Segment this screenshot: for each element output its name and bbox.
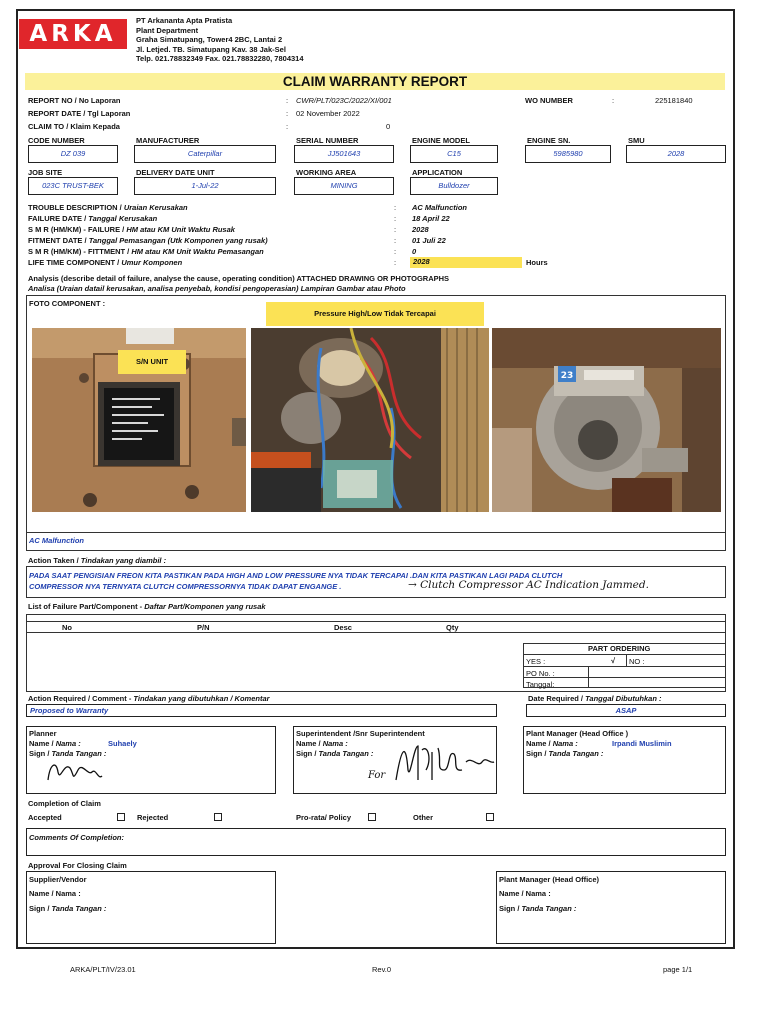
arka-logo: ARKA (19, 19, 127, 49)
lifetime-unit: Hours (526, 258, 548, 267)
plant-manager-title: Plant Manager (Head Office ) (526, 729, 629, 738)
superintendent-title: Superintendent /Snr Superintendent (296, 729, 425, 738)
footer-revision: Rev.0 (372, 965, 392, 974)
compressor-label-number: 23 (560, 371, 574, 381)
engine-model-label: ENGINE MODEL (412, 136, 470, 145)
planner-signature (44, 754, 104, 786)
trouble-description-label: TROUBLE DESCRIPTION / Uraian Kerusakan (28, 203, 188, 212)
engine-model-field: C15 (410, 145, 498, 163)
engine-sn-label: ENGINE SN. (527, 136, 571, 145)
footer-page: page 1/1 (663, 965, 693, 974)
footer-doc-code: ARKA/PLT/IV/23.01 (70, 965, 136, 974)
plant-manager-name-value: Irpandi Muslimin (612, 739, 672, 748)
failure-date-label: FAILURE DATE / Tanggal Kerusakan (28, 214, 158, 223)
other-label: Other (413, 813, 434, 822)
parts-list-label: List of Failure Part/Component - Daftar Part/Komponen yang rusak (28, 602, 266, 611)
working-area-field: MINING (294, 177, 394, 195)
job-site-field: 023C TRUST-BEK (28, 177, 118, 195)
code-number-label: CODE NUMBER (28, 136, 85, 145)
code-number-field: DZ 039 (28, 145, 118, 163)
pressure-tag: Pressure High/Low Tidak Tercapai (266, 302, 484, 326)
smr-fitment-value: 0 (412, 247, 417, 256)
serial-number-label: SERIAL NUMBER (296, 136, 359, 145)
smu-label: SMU (628, 136, 645, 145)
part-ordering-title: PART ORDERING (588, 644, 651, 653)
po-label: PO No. : (526, 669, 555, 678)
planner-sign-label: Sign / Tanda Tangan : (29, 749, 107, 758)
superintendent-for: For (368, 770, 386, 781)
accepted-label: Accepted (28, 813, 62, 822)
serial-number-field: JJ501643 (294, 145, 394, 163)
prorata-checkbox[interactable] (368, 813, 376, 821)
yes-checkmark: √ (611, 656, 616, 665)
plant-manager-sign-label: Sign / Tanda Tangan : (526, 749, 604, 758)
job-site-label: JOB SITE (28, 168, 63, 177)
photo-compressor (492, 328, 721, 512)
manufacturer-field: Caterpillar (134, 145, 276, 163)
superintendent-sign-label: Sign / Tanda Tangan : (296, 749, 374, 758)
trouble-colon-1: : (394, 203, 397, 212)
trouble-colon-2: : (394, 214, 397, 223)
claim-to-label: CLAIM TO / Klaim Kepada (28, 122, 120, 131)
trouble-colon-6: : (394, 258, 397, 267)
tanggal-label: Tanggal: (526, 680, 555, 689)
claim-to-value: 0 (386, 122, 391, 131)
trouble-colon-4: : (394, 236, 397, 245)
photo-caption: AC Malfunction (29, 536, 84, 545)
report-date-label: REPORT DATE / Tgl Laporan (28, 109, 131, 118)
trouble-colon-5: : (394, 247, 397, 256)
superintendent-signature (392, 740, 496, 786)
smr-failure-label: S M R (HM/KM) - FAILURE / HM atau KM Unit Waktu Rusak (28, 225, 235, 234)
supplier-name-label: Name / Nama : (29, 889, 81, 898)
wo-number-colon: : (612, 96, 615, 105)
report-date-colon: : (286, 109, 289, 118)
claim-to-colon: : (286, 122, 289, 131)
report-no-value: CWR/PLT/023C/2022/XI/001 (296, 96, 392, 105)
parts-header-qty: Qty (446, 623, 459, 632)
other-checkbox[interactable] (486, 813, 494, 821)
report-no-label: REPORT NO / No Laporan (28, 96, 121, 105)
photo-engine-bay (251, 328, 489, 512)
smr-failure-value: 2028 (412, 225, 429, 234)
parts-table-rule-2 (26, 632, 726, 633)
action-taken-label: Action Taken / Tindakan yang diambil : (28, 556, 167, 565)
supplier-title: Supplier/Vendor (29, 875, 87, 884)
trouble-description-value: AC Malfunction (412, 203, 467, 212)
company-name: PT Arkananta Apta Pratista (136, 16, 233, 25)
sn-unit-tag: S/N UNIT (118, 350, 186, 374)
failure-date-value: 18 April 22 (412, 214, 450, 223)
working-area-label: WORKING AREA (296, 168, 357, 177)
completion-title: Completion of Claim (28, 799, 101, 808)
smr-fitment-label: S M R (HM/KM) - FITTMENT / HM atau KM Unit Waktu Pemasangan (28, 247, 264, 256)
closing-title: Approval For Closing Claim (28, 861, 127, 870)
action-taken-text-1: PADA SAAT PENGISIAN FREON KITA PASTIKAN PADA HIGH AND LOW PRESSURE NYA TIDAK TERCAPAI .DAN KITA PASTIKAN LAGI PADA CLUTCH (29, 571, 563, 580)
parts-header-no: No (62, 623, 72, 632)
delivery-date-label: DELIVERY DATE UNIT (136, 168, 215, 177)
no-label: NO : (629, 657, 645, 666)
action-required-label: Action Required / Comment - Tindakan yang dibutuhkan / Komentar (28, 694, 270, 703)
action-required-field: Proposed to Warranty (26, 704, 497, 717)
plant-manager-name-label: Name / Nama : (526, 739, 578, 748)
superintendent-name-label: Name / Nama : (296, 739, 348, 748)
parts-header-desc: Desc (334, 623, 352, 632)
caption-divider (26, 532, 726, 533)
trouble-colon-3: : (394, 225, 397, 234)
closing-pm-sign-label: Sign / Tanda Tangan : (499, 904, 577, 913)
engine-sn-field: 5985980 (525, 145, 611, 163)
lifetime-label: LIFE TIME COMPONENT / Umur Komponen (28, 258, 183, 267)
ordering-divider-2 (588, 666, 589, 688)
parts-header-pn: P/N (197, 623, 210, 632)
ordering-divider (626, 654, 627, 666)
fitment-date-label: FITMENT DATE / Tanggal Pemasangan (Utk Komponen yang rusak) (28, 236, 268, 245)
foto-component-label: FOTO COMPONENT : (29, 299, 106, 308)
ordering-rule-1 (523, 654, 726, 655)
lifetime-value: 2028 (410, 257, 522, 268)
planner-title: Planner (29, 729, 57, 738)
comments-label: Comments Of Completion: (29, 833, 124, 842)
planner-name-value: Suhaely (108, 739, 137, 748)
rejected-checkbox[interactable] (214, 813, 222, 821)
delivery-date-field: 1-Jul-22 (134, 177, 276, 195)
planner-name-label: Name / Nama : (29, 739, 81, 748)
action-taken-text-2: COMPRESSOR NYA TERNYATA CLUTCH COMPRESSORNYA TIDAK DAPAT ENGANGE . (29, 582, 342, 591)
yes-label: YES : (526, 657, 546, 666)
address-line-1: Graha Simatupang, Tower4 2BC, Lantai 2 (136, 35, 283, 45)
report-date-value: 02 November 2022 (296, 109, 360, 118)
prorata-label: Pro-rata/ Policy (296, 813, 352, 822)
wo-number-value: 225181840 (655, 96, 693, 105)
department: Plant Department (136, 25, 199, 35)
supplier-sign-label: Sign / Tanda Tangan : (29, 904, 107, 913)
closing-pm-title: Plant Manager (Head Office) (499, 875, 600, 884)
smu-field: 2028 (626, 145, 726, 163)
handwritten-note: → Clutch Compressor AC Indication Jammed. (408, 579, 649, 591)
analysis-heading-id: Analisa (Uraian datail kerusakan, analisa penyebab, kondisi pengoperasian) Lampiran Gambar atau Photo (28, 284, 406, 293)
wo-number-label: WO NUMBER (525, 96, 573, 105)
ordering-rule-2 (523, 666, 726, 667)
phone-line: Telp. 021.78832349 Fax. 021.78832280, 7804314 (136, 54, 304, 64)
rejected-label: Rejected (137, 813, 169, 822)
closing-pm-name-label: Name / Nama : (499, 889, 551, 898)
parts-table-rule-1 (26, 621, 726, 622)
report-no-colon: : (286, 96, 289, 105)
comments-box (26, 828, 726, 856)
date-required-label: Date Required / Tanggal Dibutuhkan : (528, 694, 662, 703)
analysis-heading: Analysis (describe detail of failure, analyse the cause, operating condition) ATTACHED DRAWING OR PHOTOGRAPHS (28, 274, 450, 283)
fitment-date-value: 01 Juli 22 (412, 236, 446, 245)
manufacturer-label: MANUFACTURER (136, 136, 200, 145)
report-title: CLAIM WARRANTY REPORT (25, 73, 725, 90)
address-line-2: Jl. Letjed. TB. Simatupang Kav. 38 Jak-Sel (136, 44, 286, 54)
company-info (136, 16, 304, 64)
accepted-checkbox[interactable] (117, 813, 125, 821)
date-required-field: ASAP (526, 704, 726, 717)
application-field: Bulldozer (410, 177, 498, 195)
application-label: APPLICATION (412, 168, 463, 177)
